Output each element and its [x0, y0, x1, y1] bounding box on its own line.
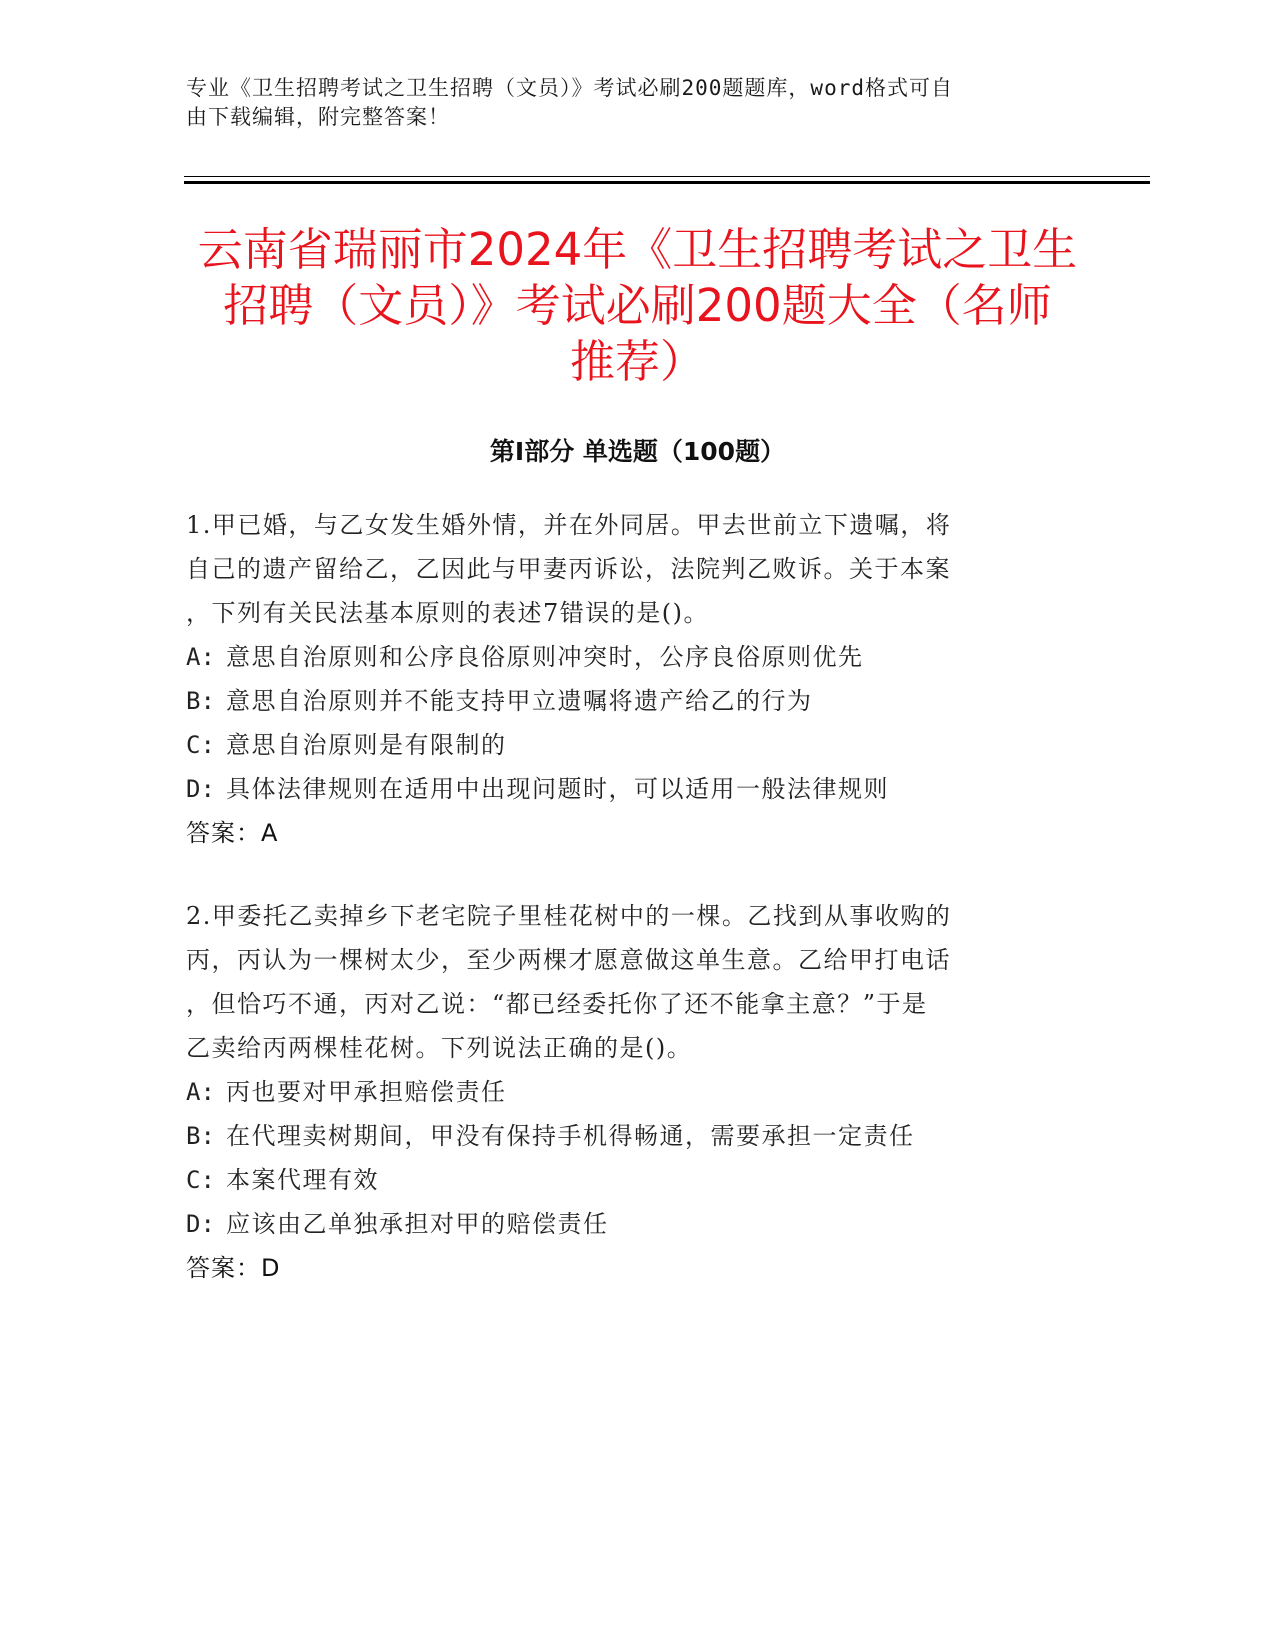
answer [186, 811, 1086, 855]
option-text: 丙也要对甲承担赔偿责任 [226, 1078, 507, 1106]
option-letter: A: [186, 1078, 215, 1106]
question-stem-line: ，下列有关民法基本原则的表述7错误的是()。 [186, 599, 709, 627]
answer-value: A [261, 819, 278, 847]
option-text: 意思自治原则并不能支持甲立遗嘱将遗产给乙的行为 [226, 687, 813, 715]
option-text: 意思自治原则是有限制的 [226, 731, 507, 759]
option-d [186, 767, 1086, 811]
header-note-line-1: 专业《卫生招聘考试之卫生招聘（文员）》考试必刷200题题库，word格式可自 [186, 76, 953, 100]
question-stem-line: ，但恰巧不通，丙对乙说：“都已经委托你了还不能拿主意？”于是 [186, 990, 928, 1018]
option-c [186, 723, 1086, 767]
document-title-line-1: 云南省瑞丽市2024年《卫生招聘考试之卫生 [197, 223, 1078, 276]
option-text: 应该由乙单独承担对甲的赔偿责任 [226, 1210, 609, 1238]
header-note [186, 74, 1086, 132]
option-letter: C: [186, 731, 215, 759]
option-text: 意思自治原则和公序良俗原则冲突时，公序良俗原则优先 [226, 643, 864, 671]
header-note-line-2: 由下载编辑，附完整答案！ [186, 105, 450, 129]
section-title: 第Ⅰ部分 单选题（100题） [489, 437, 786, 466]
answer-label: 答案： [186, 819, 261, 847]
option-a [186, 1070, 1086, 1114]
question-2 [186, 894, 1086, 1290]
option-b [186, 1114, 1086, 1158]
answer [186, 1246, 1086, 1290]
option-letter: A: [186, 643, 215, 671]
document-title-line-3: 推荐） [569, 335, 705, 388]
question-stem-line: 丙，丙认为一棵树太少，至少两棵才愿意做这单生意。乙给甲打电话 [186, 946, 951, 974]
question-stem [186, 894, 1086, 1070]
question-stem-line: 2.甲委托乙卖掉乡下老宅院子里桂花树中的一棵。乙找到从事收购的 [186, 902, 952, 930]
question-stem-line: 乙卖给丙两棵桂花树。下列说法正确的是()。 [186, 1034, 693, 1062]
question-stem-line: 1.甲已婚，与乙女发生婚外情，并在外同居。甲去世前立下遗嘱，将 [186, 511, 952, 539]
option-a [186, 635, 1086, 679]
option-letter: C: [186, 1166, 215, 1194]
header-divider-thin [184, 176, 1150, 177]
answer-label: 答案： [186, 1254, 261, 1282]
option-d [186, 1202, 1086, 1246]
option-letter: D: [186, 775, 215, 803]
option-text: 本案代理有效 [226, 1166, 379, 1194]
option-c [186, 1158, 1086, 1202]
question-stem [186, 503, 1086, 635]
option-b [186, 679, 1086, 723]
document-title [160, 222, 1115, 390]
option-letter: D: [186, 1210, 215, 1238]
option-text: 在代理卖树期间，甲没有保持手机得畅通，需要承担一定责任 [226, 1122, 915, 1150]
header-divider-thick [184, 181, 1150, 184]
question-stem-line: 自己的遗产留给乙，乙因此与甲妻丙诉讼，法院判乙败诉。关于本案 [186, 555, 951, 583]
option-letter: B: [186, 1122, 215, 1150]
document-title-line-2: 招聘（文员）》考试必刷200题大全（名师 [223, 279, 1052, 332]
option-letter: B: [186, 687, 215, 715]
answer-value: D [261, 1254, 280, 1282]
option-text: 具体法律规则在适用中出现问题时，可以适用一般法律规则 [226, 775, 889, 803]
question-1 [186, 503, 1086, 855]
